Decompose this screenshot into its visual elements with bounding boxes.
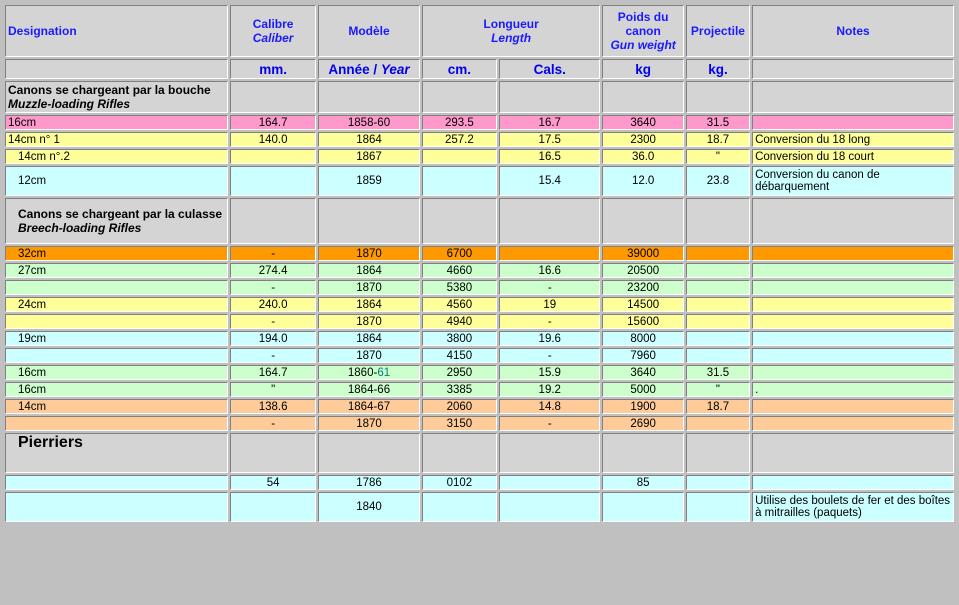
header-modele: Modèle: [318, 5, 419, 57]
header-calibre: Calibre Caliber: [230, 5, 316, 57]
table-row: - 1870 4940 - 15600: [5, 314, 954, 329]
table-row: 54 1786 0102 85: [5, 475, 954, 490]
unit-cm: cm.: [422, 59, 497, 79]
unit-year: Année / Year: [318, 59, 419, 79]
section-title: Canons se chargeant par la bouche Muzzle-loading Rifles: [5, 81, 228, 113]
table-row: - 1870 4150 - 7960: [5, 348, 954, 363]
section-title: Pierriers: [5, 433, 228, 473]
section-breech: [5, 198, 954, 244]
table-row: - 1870 3150 - 2690: [5, 416, 954, 431]
header-notes: Notes: [752, 5, 954, 57]
gun-data-table: [3, 3, 956, 524]
table-row: 19cm 194.0 1864 3800 19.6 8000: [5, 331, 954, 346]
table-row: 16cm 164.7 1860-61 2950 15.9 3640 31.5: [5, 365, 954, 380]
section-muzzle: [5, 81, 954, 113]
header-row: [5, 5, 954, 57]
header-designation: Designation: [5, 5, 228, 57]
table-row: 12cm 1859 15.4 12.0 23.8 Conversion du canon de débarquement: [5, 166, 954, 196]
table-row: 14cm n° 1 140.0 1864 257.2 17.5 2300 18.7 Conversion du 18 long: [5, 132, 954, 147]
header-longueur: Longueur Length: [422, 5, 601, 57]
units-row: [5, 59, 954, 79]
unit-kg-projectile: kg.: [686, 59, 750, 79]
header-projectile: Projectile: [686, 5, 750, 57]
table-row: 14cm n°.2 1867 16.5 36.0 " Conversion du 18 court: [5, 149, 954, 164]
table-row: 14cm 138.6 1864-67 2060 14.8 1900 18.7: [5, 399, 954, 414]
section-pierriers: [5, 433, 954, 473]
unit-cals: Cals.: [499, 59, 600, 79]
table-row: - 1870 5380 - 23200: [5, 280, 954, 295]
table-row: 16cm 164.7 1858-60 293.5 16.7 3640 31.5: [5, 115, 954, 130]
table-row: 32cm - 1870 6700 39000: [5, 246, 954, 261]
table-row: 16cm " 1864-66 3385 19.2 5000 " .: [5, 382, 954, 397]
table-row: 1840 Utilise des boulets de fer et des boîtes à mitrailles (paquets): [5, 492, 954, 522]
unit-kg: kg: [602, 59, 683, 79]
header-poids: Poids du canon Gun weight: [602, 5, 683, 57]
unit-mm: mm.: [230, 59, 316, 79]
table-row: 27cm 274.4 1864 4660 16.6 20500: [5, 263, 954, 278]
table-row: 24cm 240.0 1864 4560 19 14500: [5, 297, 954, 312]
section-title: Canons se chargeant par la culasse Breech-loading Rifles: [5, 198, 228, 244]
